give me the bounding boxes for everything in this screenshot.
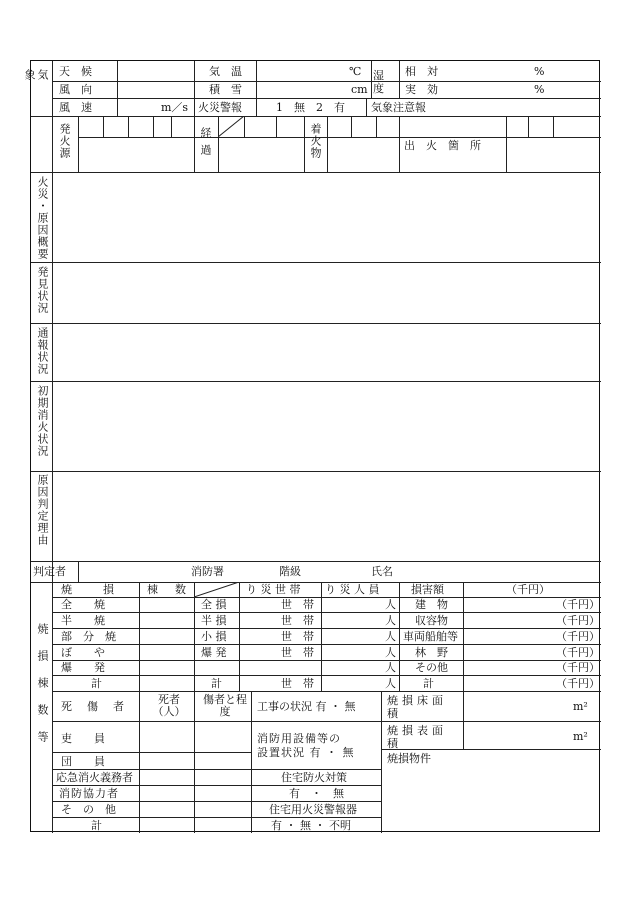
fire-report-form xyxy=(23,60,600,832)
row-kei: 計 xyxy=(91,677,102,690)
row-riin: 吏 員 xyxy=(61,732,105,745)
item-shuyobutsu: 収容物 xyxy=(415,614,448,627)
hakkagen-label: 発火源 xyxy=(58,123,71,159)
mid-bakuhatsu: 爆 発 xyxy=(201,646,227,659)
percent-unit-1: % xyxy=(534,65,545,78)
yuka-label: 焼損床面積 xyxy=(387,694,447,720)
setai-4: 世 帯 xyxy=(281,646,314,659)
fire-warning-options: 1 無 2 有 xyxy=(276,101,345,114)
mid-kei: 計 xyxy=(211,677,222,690)
item-sonota: その他 xyxy=(415,661,448,674)
shobo-line2: 設置状況 有 ・ 無 xyxy=(257,746,355,759)
shoki-label: 初期消火状況 xyxy=(36,385,49,457)
row-danin: 団 員 xyxy=(61,755,105,768)
sekisetsu-label: 積 雪 xyxy=(209,83,242,96)
row-hansho: 半 焼 xyxy=(61,614,105,627)
name-label: 氏名 xyxy=(371,565,393,578)
keika-label: 経過 xyxy=(199,127,212,161)
tenko-label: 天 候 xyxy=(59,65,92,78)
relative-humidity-label: 相 対 xyxy=(405,65,438,78)
fuko-label: 風 向 xyxy=(59,83,92,96)
senyen-4: （千円） xyxy=(556,646,600,659)
handan-label: 原因判定理由 xyxy=(36,474,49,546)
shukka-label: 出 火 箇 所 xyxy=(404,139,481,152)
rank-label: 階級 xyxy=(279,565,301,578)
m2-unit-1: m² xyxy=(573,700,588,713)
bukken-label: 焼損物件 xyxy=(387,752,431,765)
mid-hanson: 半 損 xyxy=(201,614,227,627)
person-4: 人 xyxy=(385,646,396,659)
diagonal-slash-2 xyxy=(194,582,240,598)
fusoku-label: 風 速 xyxy=(59,101,92,114)
mid-shoson: 小 損 xyxy=(201,630,227,643)
row-okyu: 応急消火義務者 xyxy=(56,771,133,784)
setai-1: 世 帯 xyxy=(281,598,314,611)
head-tosu: 棟 数 xyxy=(147,583,189,596)
person-1: 人 xyxy=(385,598,396,611)
row-boya: ぼ や xyxy=(61,646,105,659)
head-risai-setai: り 災 世 帯 xyxy=(246,583,301,596)
weather-advisory-label: 気象注意報 xyxy=(371,101,426,114)
shobo-line1: 消防用設備等の xyxy=(257,732,341,745)
ms-unit: m／s xyxy=(161,101,189,114)
row-kei2: 計 xyxy=(91,819,102,832)
shisha-label: 死者（人） xyxy=(152,693,186,718)
senyen-5: （千円） xyxy=(556,661,600,674)
gaiyo-label: 火災・原因概要 xyxy=(36,176,49,260)
kion-label: 気 温 xyxy=(209,65,242,78)
senyen-2: （千円） xyxy=(556,614,600,627)
senyen-1: （千円） xyxy=(556,598,600,611)
keihoki-label: 住宅用火災警報器 xyxy=(269,803,357,816)
hyomen-label: 焼損表面積 xyxy=(387,724,447,750)
fire-station-label: 消防署 xyxy=(191,565,224,578)
row-bakuhatsu: 爆 発 xyxy=(61,661,105,674)
yu-mu: 有 ・ 無 xyxy=(289,787,344,800)
row-zensho: 全 焼 xyxy=(61,598,105,611)
person-5: 人 xyxy=(385,661,396,674)
yu-mu-fumei: 有 ・ 無 ・ 不明 xyxy=(271,819,351,832)
celsius-unit: ℃ xyxy=(349,65,362,78)
head-songai: 損害額 xyxy=(411,583,444,596)
m2-unit-2: m² xyxy=(573,730,588,743)
damage-side-label: 焼損棟数等 xyxy=(36,623,49,758)
percent-unit-2: % xyxy=(534,83,545,96)
weather-label: 気象 xyxy=(23,69,49,92)
judge-label: 判定者 xyxy=(33,565,66,578)
senyen-6: （千円） xyxy=(556,677,600,690)
head-shoson: 焼 損 xyxy=(61,583,117,596)
item-tatemono: 建 物 xyxy=(415,598,448,611)
person-6: 人 xyxy=(385,677,396,690)
jutaku-label: 住宅防火対策 xyxy=(281,771,347,784)
row-kyoryoku: 消防協力者 xyxy=(59,787,119,800)
tsuho-label: 通報状況 xyxy=(36,327,49,375)
person-2: 人 xyxy=(385,614,396,627)
koji-label: 工事の状況 有 ・ 無 xyxy=(257,700,356,713)
senyen-3: （千円） xyxy=(556,630,600,643)
head-unit: （千円） xyxy=(506,583,550,596)
shosha-label: 傷者と程度 xyxy=(203,693,247,718)
setai-6: 世 帯 xyxy=(281,677,314,690)
item-rinya: 林 野 xyxy=(415,646,448,659)
row-bubunsho: 部 分 焼 xyxy=(61,630,116,643)
chakkabutsu-label: 着火物 xyxy=(309,123,322,159)
item-sharyo: 車両船舶等 xyxy=(403,630,458,643)
mid-zenson: 全 損 xyxy=(201,598,227,611)
setai-3: 世 帯 xyxy=(281,630,314,643)
setai-2: 世 帯 xyxy=(281,614,314,627)
item-kei: 計 xyxy=(423,677,434,690)
shisho-label: 死 傷 者 xyxy=(61,700,126,713)
cm-unit: cm xyxy=(351,83,368,96)
head-risai-jinin: り 災 人 員 xyxy=(325,583,380,596)
row-sonota: そ の 他 xyxy=(61,803,116,816)
left-column-divider xyxy=(52,61,53,833)
diagonal-slash xyxy=(218,116,245,137)
effective-humidity-label: 実 効 xyxy=(405,83,438,96)
hakken-label: 発見状況 xyxy=(36,266,49,314)
fire-warning-label: 火災警報 xyxy=(198,101,242,114)
humidity-label: 湿度 xyxy=(373,69,384,95)
person-3: 人 xyxy=(385,630,396,643)
